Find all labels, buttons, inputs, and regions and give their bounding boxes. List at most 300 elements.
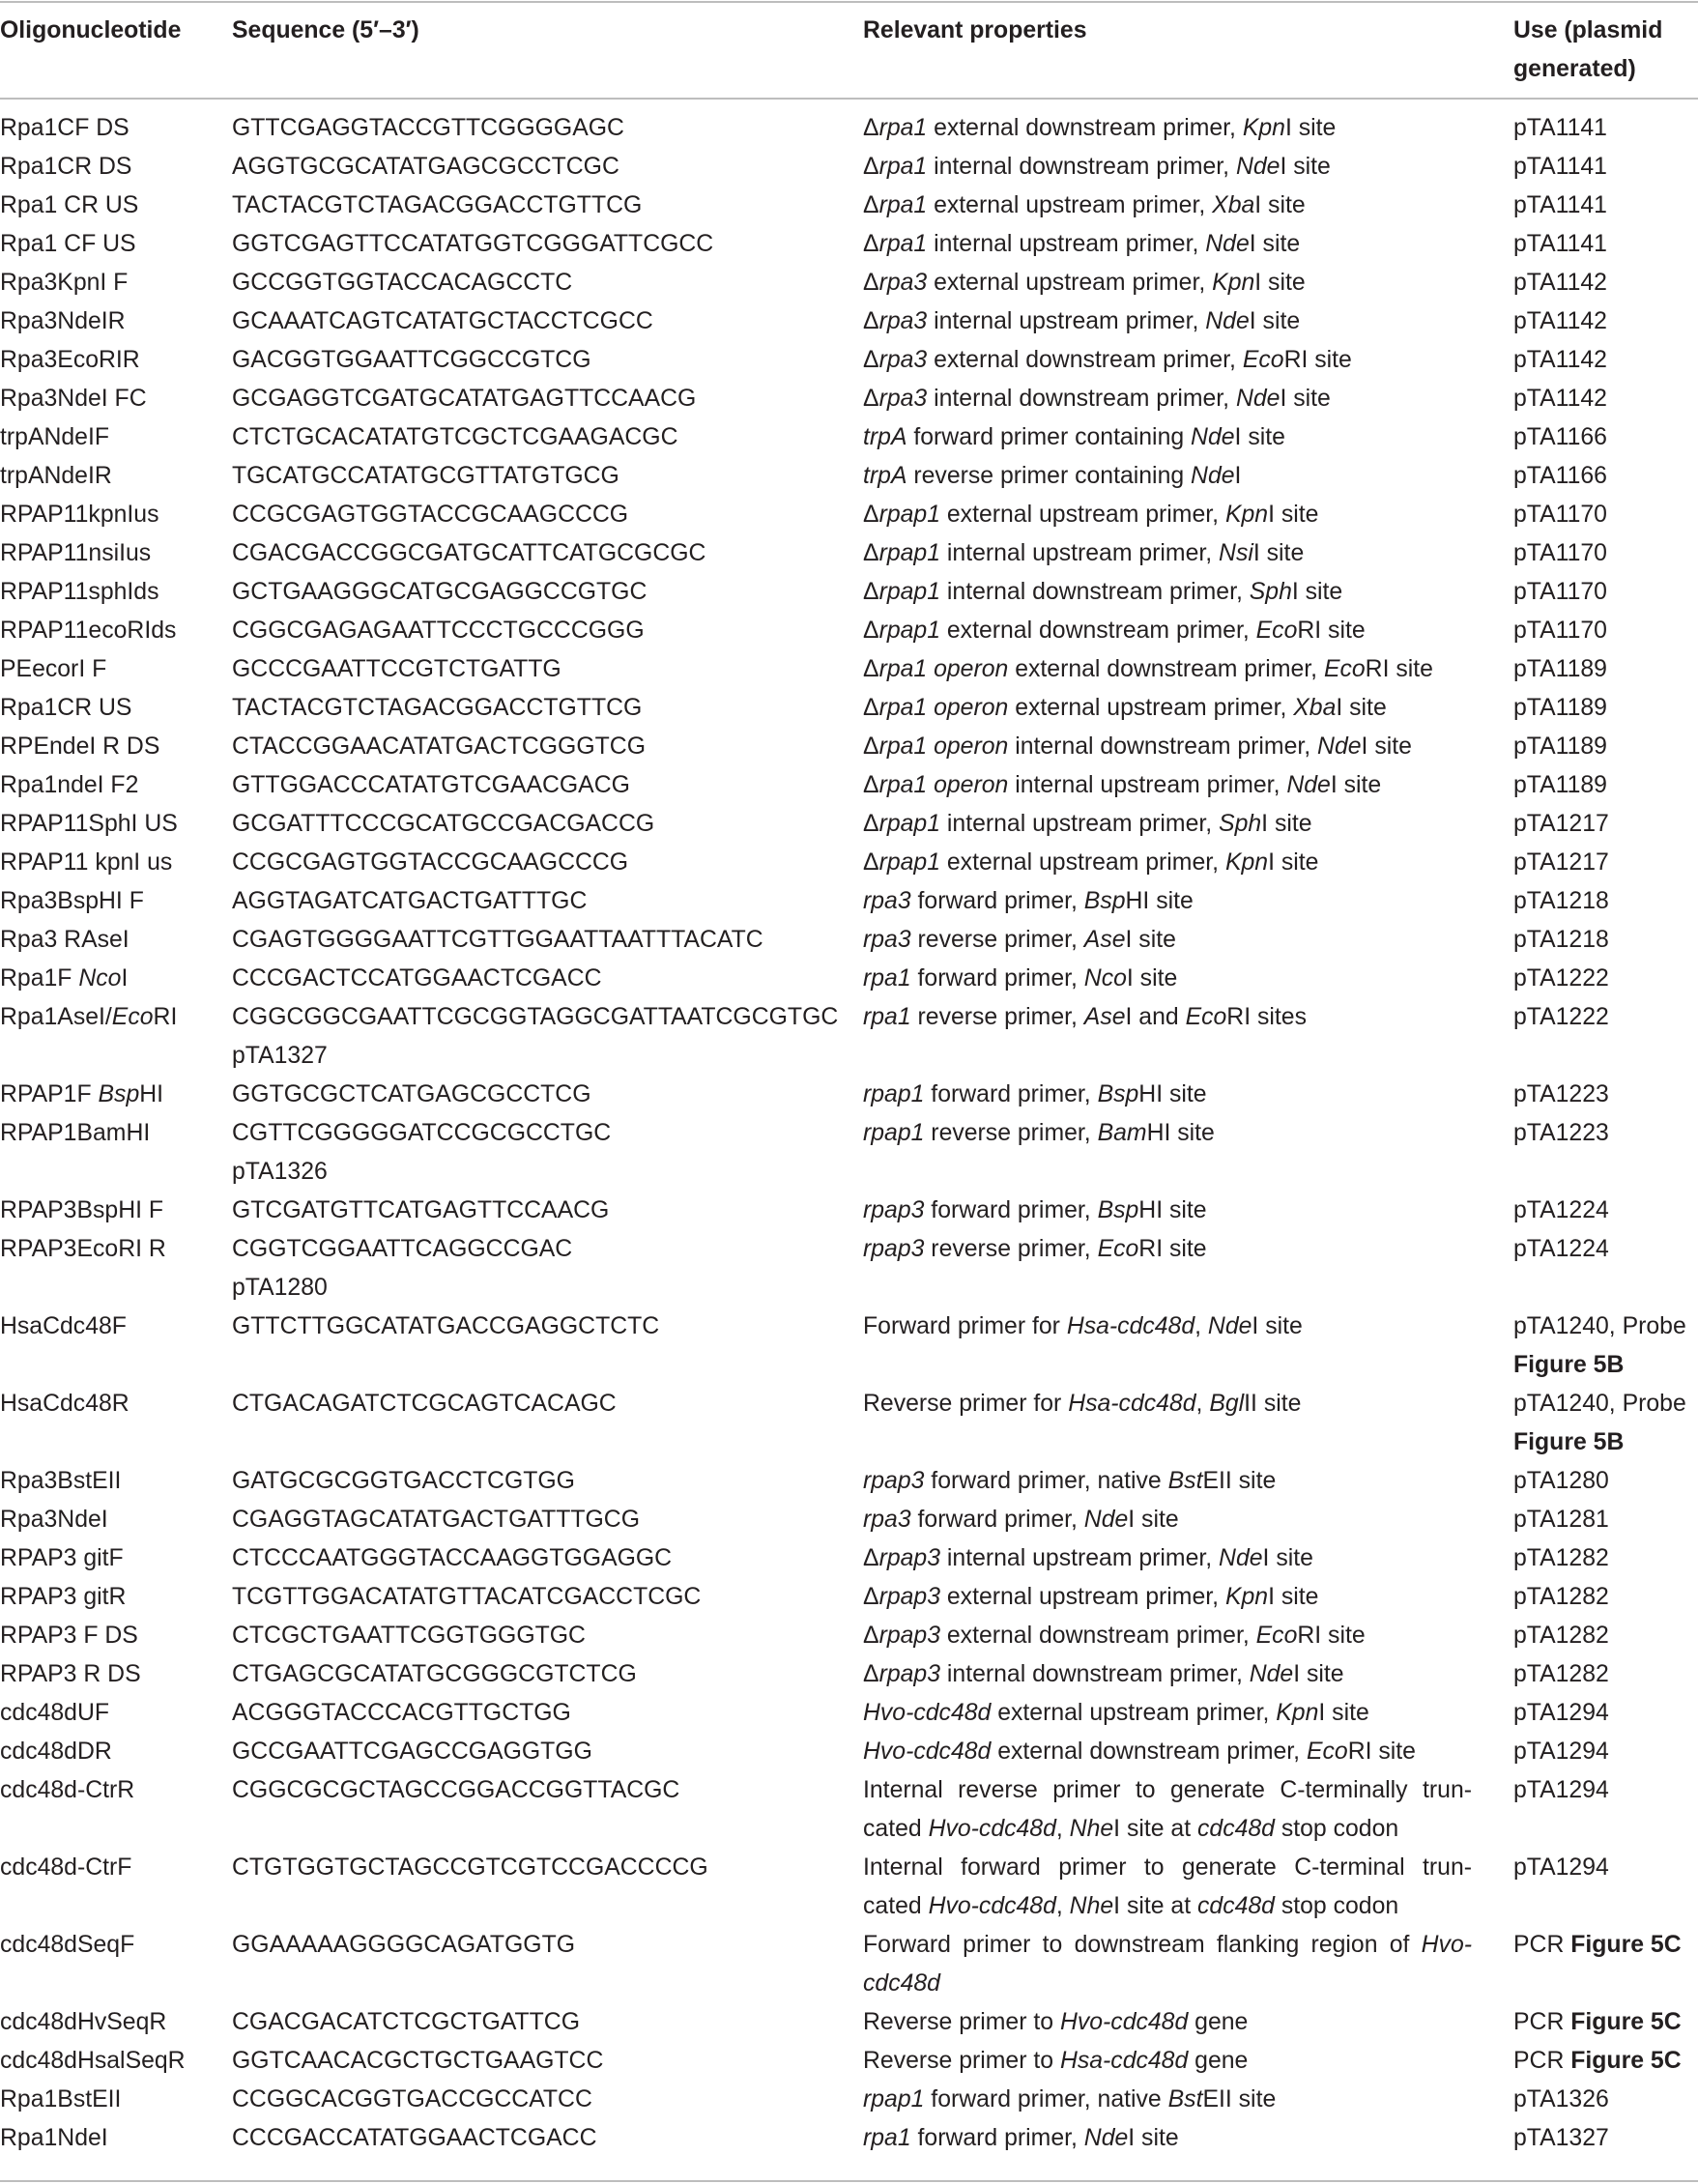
italic-text: Eco [1242,347,1284,373]
italic-text: Kpn [1276,1700,1319,1726]
header-use [1513,12,1698,89]
text-run: forward primer, [924,1197,1098,1223]
sequence-cell [232,2081,592,2119]
italic-text: rpa3 [878,270,928,296]
text-run: Δ [863,618,879,644]
text-run: Reverse primer for [863,1391,1069,1417]
bottom-rule [0,2180,1698,2182]
text-run: Δ [863,772,879,798]
sequence-cell [232,844,628,882]
properties-line [863,1655,1472,1694]
text-run: Rpa1AseI/ [0,1004,112,1030]
text-run: pTA1218 [1513,927,1609,953]
text-run: I site [1249,308,1301,334]
italic-text: Kpn [1224,849,1269,876]
use-line [1513,728,1698,766]
table-row [0,187,1698,225]
use-line [1513,1385,1698,1423]
sequence-cell [232,1926,575,1965]
oligonucleotide-name: cdc48d-CtrR [0,1777,135,1803]
italic-text: rpap3 [878,1623,940,1649]
text-run: I site [1254,192,1306,218]
table-row [0,921,1698,960]
table-row [0,1694,1698,1733]
use-line [1513,1346,1698,1385]
text-run: pTA1222 [1513,1004,1609,1030]
text-run: RI sites [1226,1004,1307,1030]
sequence: CCGCGAGTGGTACCGCAAGCCCG [232,849,629,876]
sequence-cell [232,341,591,380]
use-line [1513,418,1698,457]
relevant-properties [863,341,1472,380]
oligonucleotide-name: cdc48d-CtrF [0,1854,132,1881]
text-run: I site [1261,811,1312,837]
sequence: CGACGACCGGCGATGCATTCATGCGCGC [232,540,706,566]
sequence: AGGTAGATCATGACTGATTTGC [232,888,588,914]
sequence-cell [232,689,642,728]
italic-text: Nde [1083,1507,1129,1533]
oligonucleotide-name: RPAP3 gitF [0,1545,124,1571]
text-run: pTA1294 [1513,1854,1609,1881]
properties-line [863,1192,1472,1230]
italic-text: Hvo-cdc48d [863,1739,992,1765]
oligonucleotide-name: Rpa1CR DS [0,154,132,180]
relevant-properties [863,148,1472,187]
text-run: I site at [1113,1893,1197,1919]
use-line [1513,1501,1698,1539]
use-plasmid [1513,2042,1698,2081]
use-plasmid [1513,1578,1698,1617]
use-line [1513,1114,1698,1153]
relevant-properties [863,805,1472,844]
table-row [0,2042,1698,2081]
text-run: external downstream primer, [991,1739,1307,1765]
use-line [1513,1771,1698,1810]
sequence-cell [232,534,705,573]
text-run: RI site [1297,618,1366,644]
table-row [0,998,1698,1076]
relevant-properties [863,1230,1472,1269]
italic-text: Eco [1097,1236,1139,1262]
italic-text: Bsp [98,1081,140,1107]
text-run: forward primer, [924,1081,1098,1107]
italic-text: Bsp [1083,888,1126,914]
properties-line [863,650,1472,689]
text-run: forward primer containing [907,424,1192,450]
use-plasmid [1513,1308,1698,1385]
text-run: Reverse primer to [863,2048,1060,2074]
oligonucleotide-name: RPEndeI R DS [0,733,160,760]
use-line [1513,1192,1698,1230]
sequence: CTCGCTGAATTCGGTGGGTGC [232,1623,586,1649]
relevant-properties [863,766,1472,805]
text-run: reverse primer, [924,1120,1098,1146]
text-run: Δ [863,270,879,296]
use-plasmid [1513,612,1698,650]
use-line [1513,1617,1698,1655]
table-row [0,612,1698,650]
table-row [0,689,1698,728]
properties-line [863,1733,1472,1771]
properties-line [863,148,1472,187]
table-row [0,1539,1698,1578]
italic-text: rpa1 [878,192,928,218]
bold-text: Figure 5C [1570,2009,1682,2035]
sequence-cell [232,187,642,225]
use-line [1513,341,1698,380]
relevant-properties [863,1849,1472,1926]
sequence: AGGTGCGCATATGAGCGCCTCGC [232,154,619,180]
use-plasmid [1513,1385,1698,1462]
text-run: I site [1280,386,1331,412]
italic-text: Kpn [1212,270,1255,296]
use-line [1513,1308,1698,1346]
sequence: GGAAAAAGGGGCAGATGGTG [232,1932,576,1958]
properties-line [863,805,1472,844]
use-line [1513,2081,1698,2119]
use-plasmid [1513,2003,1698,2042]
use-plasmid [1513,1733,1698,1771]
text-run: I site [1268,849,1319,876]
table-row [0,844,1698,882]
italic-text: Sph [1219,811,1262,837]
text-run: Δ [863,1623,879,1649]
properties-line [863,766,1472,805]
use-plasmid [1513,650,1698,689]
italic-text: Eco [1255,1623,1298,1649]
italic-text: Nde [1191,463,1235,489]
text-run: pTA1224 [1513,1236,1609,1262]
table-row [0,1308,1698,1385]
italic-text: Ase [1083,1004,1126,1030]
relevant-properties [863,1114,1472,1153]
oligonucleotide-name: RPAP11nsiIus [0,540,152,566]
oligonucleotide-name: RPAP1BamHI [0,1120,151,1146]
text-run: Δ [863,540,879,566]
properties-line [863,264,1472,302]
relevant-properties [863,1733,1472,1771]
table-row [0,1655,1698,1694]
relevant-properties [863,689,1472,728]
use-plasmid [1513,728,1698,766]
sequence: GGTCGAGTTCCATATGGTCGGGATTCGCC [232,231,714,257]
table-row [0,1733,1698,1771]
relevant-properties [863,187,1472,225]
table-row [0,534,1698,573]
sequence: TCGTTGGACATATGTTACATCGACCTCGC [232,1584,702,1610]
table-row [0,148,1698,187]
oligonucleotide-name: Rpa3 RAseI [0,927,130,953]
text-run: Δ [863,1584,879,1610]
use-plasmid [1513,380,1698,418]
use-plasmid [1513,2119,1698,2158]
sequence-cell [232,264,572,302]
header-relevant-properties: Relevant properties [863,17,1087,43]
text-run: Δ [863,579,879,605]
properties-line [863,844,1472,882]
sequence: CGGTCGGAATTCAGGCCGAC [232,1236,573,1262]
italic-text: rpap3 [878,1661,940,1687]
sequence: TACTACGTCTAGACGGACCTGTTCG [232,695,643,721]
text-run: pTA1166 [1513,424,1607,450]
properties-line [863,998,1472,1037]
text-run: RI site [1138,1236,1207,1262]
text-run: pTA1294 [1513,1700,1609,1726]
italic-text: rpap1 [863,1120,925,1146]
italic-text: rpa1 [863,965,911,991]
italic-text: rpap1 [863,1081,925,1107]
properties-line [863,1230,1472,1269]
text-run: forward primer, [910,965,1084,991]
text-run: cated [863,1816,929,1842]
italic-text: Bst [1167,1468,1203,1494]
oligonucleotide-name: RPAP3 F DS [0,1623,138,1649]
sequence: CCCGACCATATGGAACTCGACC [232,2125,597,2151]
text-run: I site [1254,270,1306,296]
oligonucleotide-name [0,960,128,998]
italic-text: Nde [1191,424,1235,450]
sequence: CGGCGCGCTAGCCGGACCGGTTACGC [232,1777,680,1803]
text-run: pTA1189 [1513,772,1607,798]
use-line [1513,1655,1698,1694]
properties-line [863,2081,1472,2119]
use-line [1513,960,1698,998]
italic-text: Nde [1083,2125,1129,2151]
text-run: I site [1268,1584,1319,1610]
use-plasmid [1513,1192,1698,1230]
italic-text: Hvo-cdc48d [928,1816,1056,1842]
text-run: pTA1141 [1513,115,1607,141]
text-run: cated [863,1893,929,1919]
oligonucleotide-name: RPAP11sphIds [0,579,159,605]
bold-text: Figure 5C [1570,1932,1682,1958]
sequence-cell [232,1849,708,1887]
text-run: Internal reverse primer to generate C-terminally trun- [863,1777,1472,1803]
properties-line [863,380,1472,418]
properties-line [863,1849,1472,1887]
text-run: HI site [1138,1081,1207,1107]
italic-text: rpa1 operon [878,733,1009,760]
properties-line [863,1810,1472,1849]
oligonucleotide-name: RPAP3 R DS [0,1661,141,1687]
text-run: pTA1142 [1513,386,1607,412]
properties-line [863,1887,1472,1926]
properties-line [863,1385,1472,1423]
properties-line [863,882,1472,921]
sequence: GCGATTTCCCGCATGCCGACGACCG [232,811,655,837]
table-row [0,1771,1698,1849]
text-run: I and [1125,1004,1186,1030]
text-run: pTA1282 [1513,1623,1609,1649]
sequence: TGCATGCCATATGCGTTATGTGCG [232,463,619,489]
text-run: forward primer, [910,1507,1084,1533]
relevant-properties [863,1539,1472,1578]
text-run: pTA1170 [1513,540,1607,566]
relevant-properties [863,496,1472,534]
sequence: GCGAGGTCGATGCATATGAGTTCCAACG [232,386,697,412]
text-run: I site [1252,1313,1303,1339]
table-row [0,728,1698,766]
bold-text: Figure 5B [1513,1352,1625,1378]
text-run: Rpa1F [0,965,79,991]
italic-text: rpap1 [863,2086,925,2112]
text-run: internal downstream primer, [940,1661,1250,1687]
relevant-properties [863,882,1472,921]
text-run: I site [1291,579,1343,605]
text-run: I site [1318,1700,1369,1726]
relevant-properties [863,302,1472,341]
text-run: Δ [863,154,879,180]
oligonucleotide-name: Rpa3NdeI FC [0,386,147,412]
italic-text: Nhe [1069,1893,1114,1919]
use-plasmid [1513,496,1698,534]
oligonucleotide-name: RPAP3 gitR [0,1584,127,1610]
oligonucleotide-name: cdc48dUF [0,1700,110,1726]
relevant-properties [863,380,1472,418]
text-run: forward primer, native [924,2086,1168,2112]
text-run: pTA1141 [1513,154,1607,180]
oligonucleotide-name: Rpa3NdeIR [0,308,126,334]
table-row [0,2119,1698,2158]
italic-text: Nde [1235,386,1281,412]
sequence-cell [232,728,646,766]
use-plasmid [1513,148,1698,187]
sequence-cell [232,1230,572,1308]
text-run: Δ [863,811,879,837]
italic-text: Eco [1185,1004,1227,1030]
text-run: Forward primer to downstream flanking region of [863,1932,1422,1958]
table-row [0,496,1698,534]
text-run: I site at [1113,1816,1197,1842]
use-line [1513,1733,1698,1771]
properties-line [863,1694,1472,1733]
use-line [1513,225,1698,264]
text-run: Internal forward primer to generate C-terminal trun- [863,1854,1472,1881]
text-run: RI site [1365,656,1433,682]
sequence: GCCGGTGGTACCACAGCCTC [232,270,573,296]
table-row [0,1578,1698,1617]
italic-text: Bst [1167,2086,1203,2112]
sequence-cell [232,882,587,921]
text-run: pTA1282 [1513,1584,1609,1610]
text-run: , [1194,1313,1208,1339]
table-row [0,2081,1698,2119]
header-rule [0,98,1698,100]
text-run: I site [1361,733,1412,760]
sequence-cell [232,225,713,264]
italic-text: Hvo- [1421,1932,1472,1958]
sequence: CTACCGGAACATATGACTCGGGTCG [232,733,646,760]
sequence: GACGGTGGAATTCGGCCGTCG [232,347,591,373]
text-run: pTA1294 [1513,1777,1609,1803]
properties-line [863,187,1472,225]
italic-text: Nde [1235,154,1281,180]
use-plasmid [1513,1926,1698,1965]
properties-line [863,1617,1472,1655]
relevant-properties [863,1462,1472,1501]
text-run: pTA1327 [1513,2125,1609,2151]
sequence-cell [232,496,628,534]
relevant-properties [863,1771,1472,1849]
use-line [1513,534,1698,573]
use-line [1513,457,1698,496]
italic-text: Nde [1317,733,1362,760]
oligonucleotide-name: trpANdeIR [0,463,112,489]
use-line [1513,998,1698,1037]
properties-line [863,612,1472,650]
use-line [1513,2003,1698,2042]
relevant-properties [863,109,1472,148]
use-plasmid [1513,534,1698,573]
text-run: pTA1222 [1513,965,1609,991]
sequence-note: pTA1280 [232,1275,328,1301]
text-run: I site [1284,115,1337,141]
relevant-properties [863,534,1472,573]
text-run: RI [153,1004,178,1030]
text-run: Δ [863,733,879,760]
sequence-note: pTA1327 [232,1043,328,1069]
sequence-cell [232,1617,586,1655]
italic-text: Hsa-cdc48d [1068,1391,1196,1417]
oligonucleotide-name: RPAP3BspHI F [0,1197,164,1223]
oligonucleotide-name [0,1076,163,1114]
table-row [0,341,1698,380]
sequence-cell [232,2003,580,2042]
sequence-cell [232,1694,571,1733]
properties-line [863,689,1472,728]
italic-text: cdc48d [863,1970,940,1997]
text-run: I site [1330,772,1382,798]
text-run: internal upstream primer, [940,1545,1220,1571]
italic-text: Kpn [1224,1584,1269,1610]
italic-text: Nde [1286,772,1331,798]
italic-text: Bgl [1209,1391,1245,1417]
use-plasmid [1513,225,1698,264]
use-line [1513,1076,1698,1114]
text-run: internal upstream primer, [1008,772,1287,798]
text-run: I site [1293,1661,1344,1687]
text-run: pTA1166 [1513,463,1607,489]
relevant-properties [863,1385,1472,1423]
sequence-note: pTA1326 [232,1159,328,1185]
table-row [0,960,1698,998]
text-run: reverse primer, [910,1004,1084,1030]
text-run: external downstream primer, [940,618,1256,644]
sequence: GGTGCGCTCATGAGCGCCTCG [232,1081,591,1107]
sequence: GCAAATCAGTCATATGCTACCTCGCC [232,308,653,334]
use-plasmid [1513,418,1698,457]
use-line [1513,264,1698,302]
text-run: internal upstream primer, [940,811,1220,837]
text-run: I site [1126,965,1178,991]
use-plasmid [1513,844,1698,882]
text-run: pTA1141 [1513,231,1607,257]
use-line [1513,2119,1698,2158]
table-row [0,1230,1698,1308]
italic-text: Hsa-cdc48d [1066,1313,1195,1339]
relevant-properties [863,1655,1472,1694]
sequence: GGTCAACACGCTGCTGAAGTCC [232,2048,604,2074]
properties-line [863,2119,1472,2158]
sequence-cell [232,1501,640,1539]
properties-line [863,1308,1472,1346]
table-row [0,380,1698,418]
sequence-cell [232,457,619,496]
table-row [0,1462,1698,1501]
italic-text: rpa1 [878,154,928,180]
italic-text: rpap1 [878,502,940,528]
relevant-properties [863,573,1472,612]
